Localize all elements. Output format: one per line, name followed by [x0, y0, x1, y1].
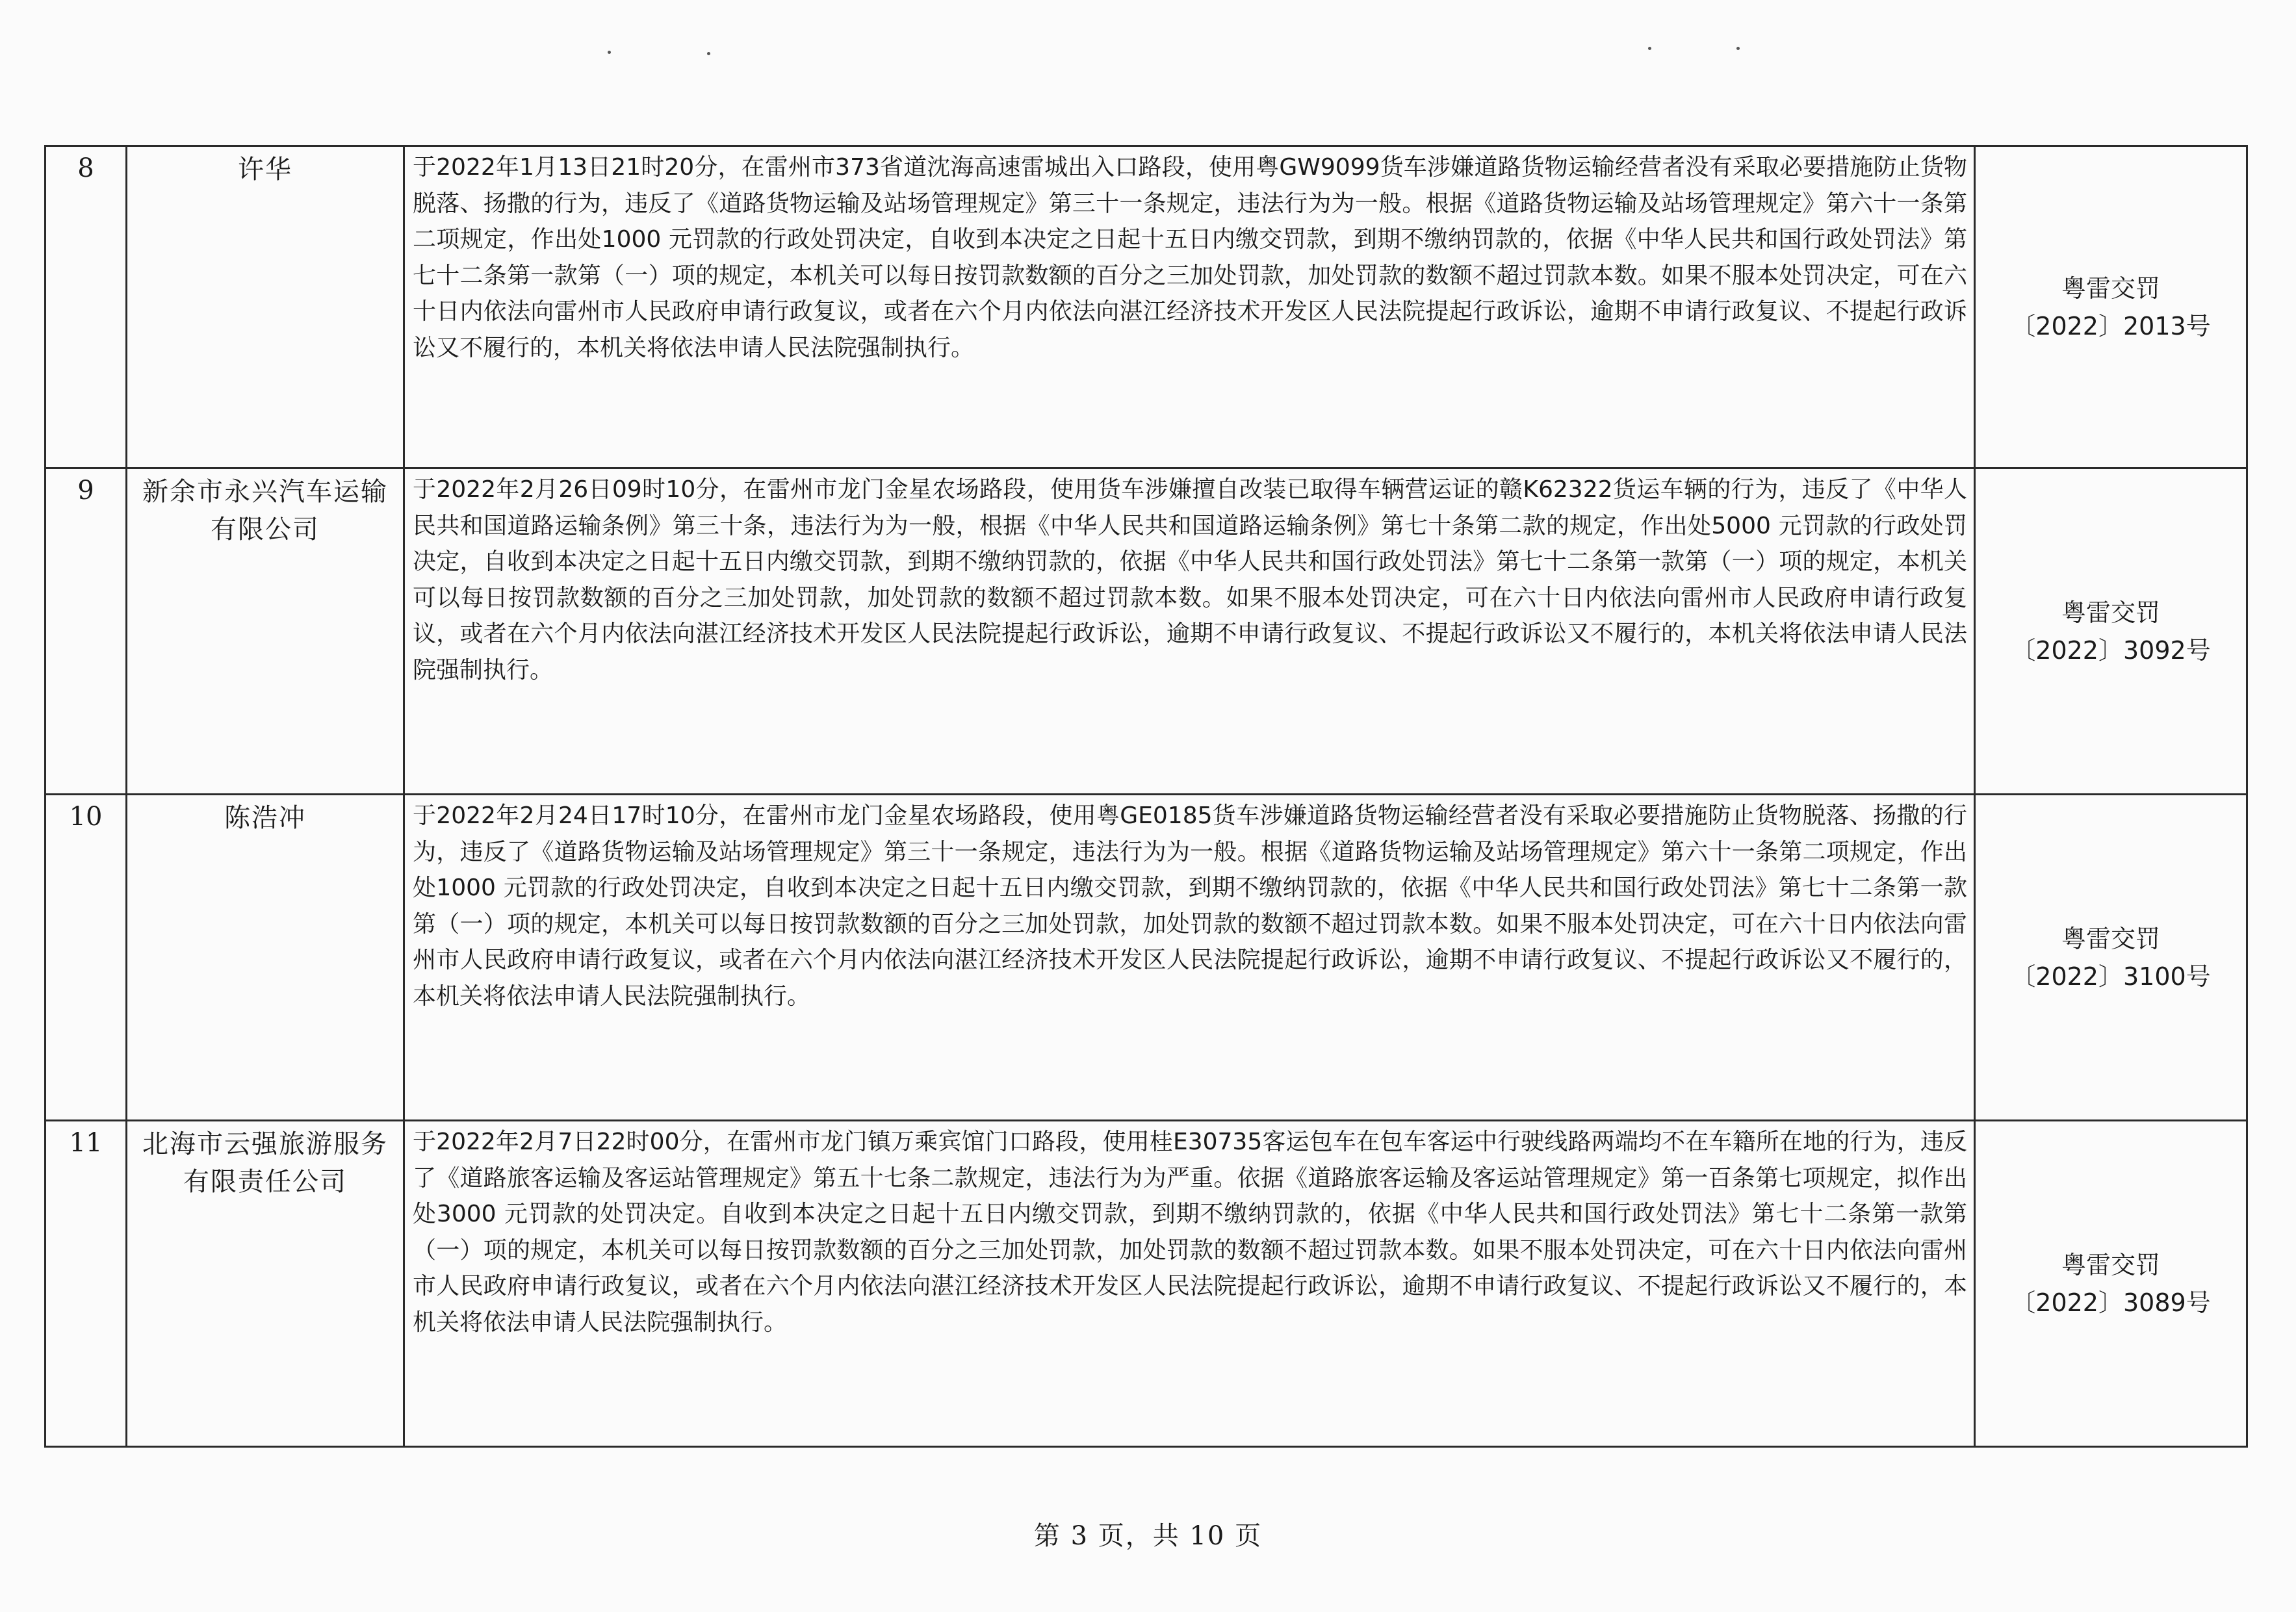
- penalty-reference: [1975, 468, 2247, 795]
- row-number: 11: [45, 1121, 127, 1447]
- reference-prefix: 粤雷交罚: [2061, 924, 2160, 953]
- penalty-reference: [1975, 146, 2247, 468]
- penalty-reference: [1975, 795, 2247, 1121]
- row-number: 9: [45, 468, 127, 795]
- reference-number: 〔2022〕3092号: [2011, 635, 2211, 665]
- violation-description: 于2022年2月26日09时10分，在雷州市龙门金星农场路段，使用货车涉嫌擅自改装已取得车辆营运证的赣K62322货运车辆的行为，违反了《中华人民共和国道路运输条例》第三十条，违法行为为一般，根据《中华人民共和国道路运输条例》第七十条第二款的规定，作出处5000 元罚款的行政处罚决定，自收到本决定之日起十五日内缴交罚款，到期不缴纳罚款的，依据《中华人民共和国行政处罚法》第七十二条第一款第（一）项的规定，本机关可以每日按罚款数额的百分之三加处罚款，加处罚款的数额不超过罚款本数。如果不服本处罚决定，可在六十日内依法向雷州市人民政府申请行政复议，或者在六个月内依法向湛江经济技术开发区人民法院提起行政诉讼，逾期不申请行政复议、不提起行政诉讼又不履行的，本机关将依法申请人民法院强制执行。: [404, 468, 1975, 795]
- reference-prefix: 粤雷交罚: [2061, 1250, 2160, 1279]
- penalty-table: [44, 145, 2248, 1448]
- scan-speck: [1736, 47, 1740, 50]
- reference-number: 〔2022〕3100号: [2011, 962, 2211, 991]
- violation-description: 于2022年2月7日22时00分，在雷州市龙门镇万乘宾馆门口路段，使用桂E30735客运包车在包车客运中行驶线路两端均不在车籍所在地的行为，违反了《道路旅客运输及客运站管理规定》第五十七条二款规定，违法行为为严重。依据《道路旅客运输及客运站管理规定》第一百条第七项规定，拟作出处3000 元罚款的处罚决定。自收到本决定之日起十五日内缴交罚款，到期不缴纳罚款的，依据《中华人民共和国行政处罚法》第七十二条第一款第（一）项的规定，本机关可以每日按罚款数额的百分之三加处罚款，加处罚款的数额不超过罚款本数。如果不服本处罚决定，可在六十日内依法向雷州市人民政府申请行政复议，或者在六个月内依法向湛江经济技术开发区人民法院提起行政诉讼，逾期不申请行政复议、不提起行政诉讼又不履行的，本机关将依法申请人民法院强制执行。: [404, 1121, 1975, 1447]
- party-name: 许华: [127, 146, 404, 468]
- reference-number: 〔2022〕2013号: [2011, 311, 2211, 340]
- scan-speck: [707, 52, 710, 55]
- table-row: [45, 1121, 2247, 1447]
- penalty-reference: [1975, 1121, 2247, 1447]
- page-footer: 第 3 页，共 10 页: [1033, 1521, 1263, 1551]
- reference-prefix: 粤雷交罚: [2061, 598, 2160, 627]
- violation-description: 于2022年2月24日17时10分，在雷州市龙门金星农场路段，使用粤GE0185货车涉嫌道路货物运输经营者没有采取必要措施防止货物脱落、扬撒的行为，违反了《道路货物运输及站场管理规定》第三十一条规定，违法行为为一般。根据《道路货物运输及站场管理规定》第六十一条第二项规定，作出处1000 元罚款的行政处罚决定，自收到本决定之日起十五日内缴交罚款，到期不缴纳罚款的，依据《中华人民共和国行政处罚法》第七十二条第一款第（一）项的规定，本机关可以每日按罚款数额的百分之三加处罚款，加处罚款的数额不超过罚款本数。如果不服本处罚决定，可在六十日内依法向雷州市人民政府申请行政复议，或者在六个月内依法向湛江经济技术开发区人民法院提起行政诉讼，逾期不申请行政复议、不提起行政诉讼又不履行的，本机关将依法申请人民法院强制执行。: [404, 795, 1975, 1121]
- row-number: 8: [45, 146, 127, 468]
- scan-speck: [1648, 47, 1651, 50]
- scan-speck: [608, 51, 611, 54]
- party-name: 陈浩冲: [127, 795, 404, 1121]
- table-row: [45, 146, 2247, 468]
- table-row: [45, 468, 2247, 795]
- table-row: [45, 795, 2247, 1121]
- party-name: 北海市云强旅游服务有限责任公司: [127, 1121, 404, 1447]
- violation-description: 于2022年1月13日21时20分，在雷州市373省道沈海高速雷城出入口路段，使用粤GW9099货车涉嫌道路货物运输经营者没有采取必要措施防止货物脱落、扬撒的行为，违反了《道路货物运输及站场管理规定》第三十一条规定，违法行为为一般。根据《道路货物运输及站场管理规定》第六十一条第二项规定，作出处1000 元罚款的行政处罚决定，自收到本决定之日起十五日内缴交罚款，到期不缴纳罚款的，依据《中华人民共和国行政处罚法》第七十二条第一款第（一）项的规定，本机关可以每日按罚款数额的百分之三加处罚款，加处罚款的数额不超过罚款本数。如果不服本处罚决定，可在六十日内依法向雷州市人民政府申请行政复议，或者在六个月内依法向湛江经济技术开发区人民法院提起行政诉讼，逾期不申请行政复议、不提起行政诉讼又不履行的，本机关将依法申请人民法院强制执行。: [404, 146, 1975, 468]
- party-name: 新余市永兴汽车运输有限公司: [127, 468, 404, 795]
- reference-prefix: 粤雷交罚: [2061, 274, 2160, 303]
- reference-number: 〔2022〕3089号: [2011, 1288, 2211, 1317]
- row-number: 10: [45, 795, 127, 1121]
